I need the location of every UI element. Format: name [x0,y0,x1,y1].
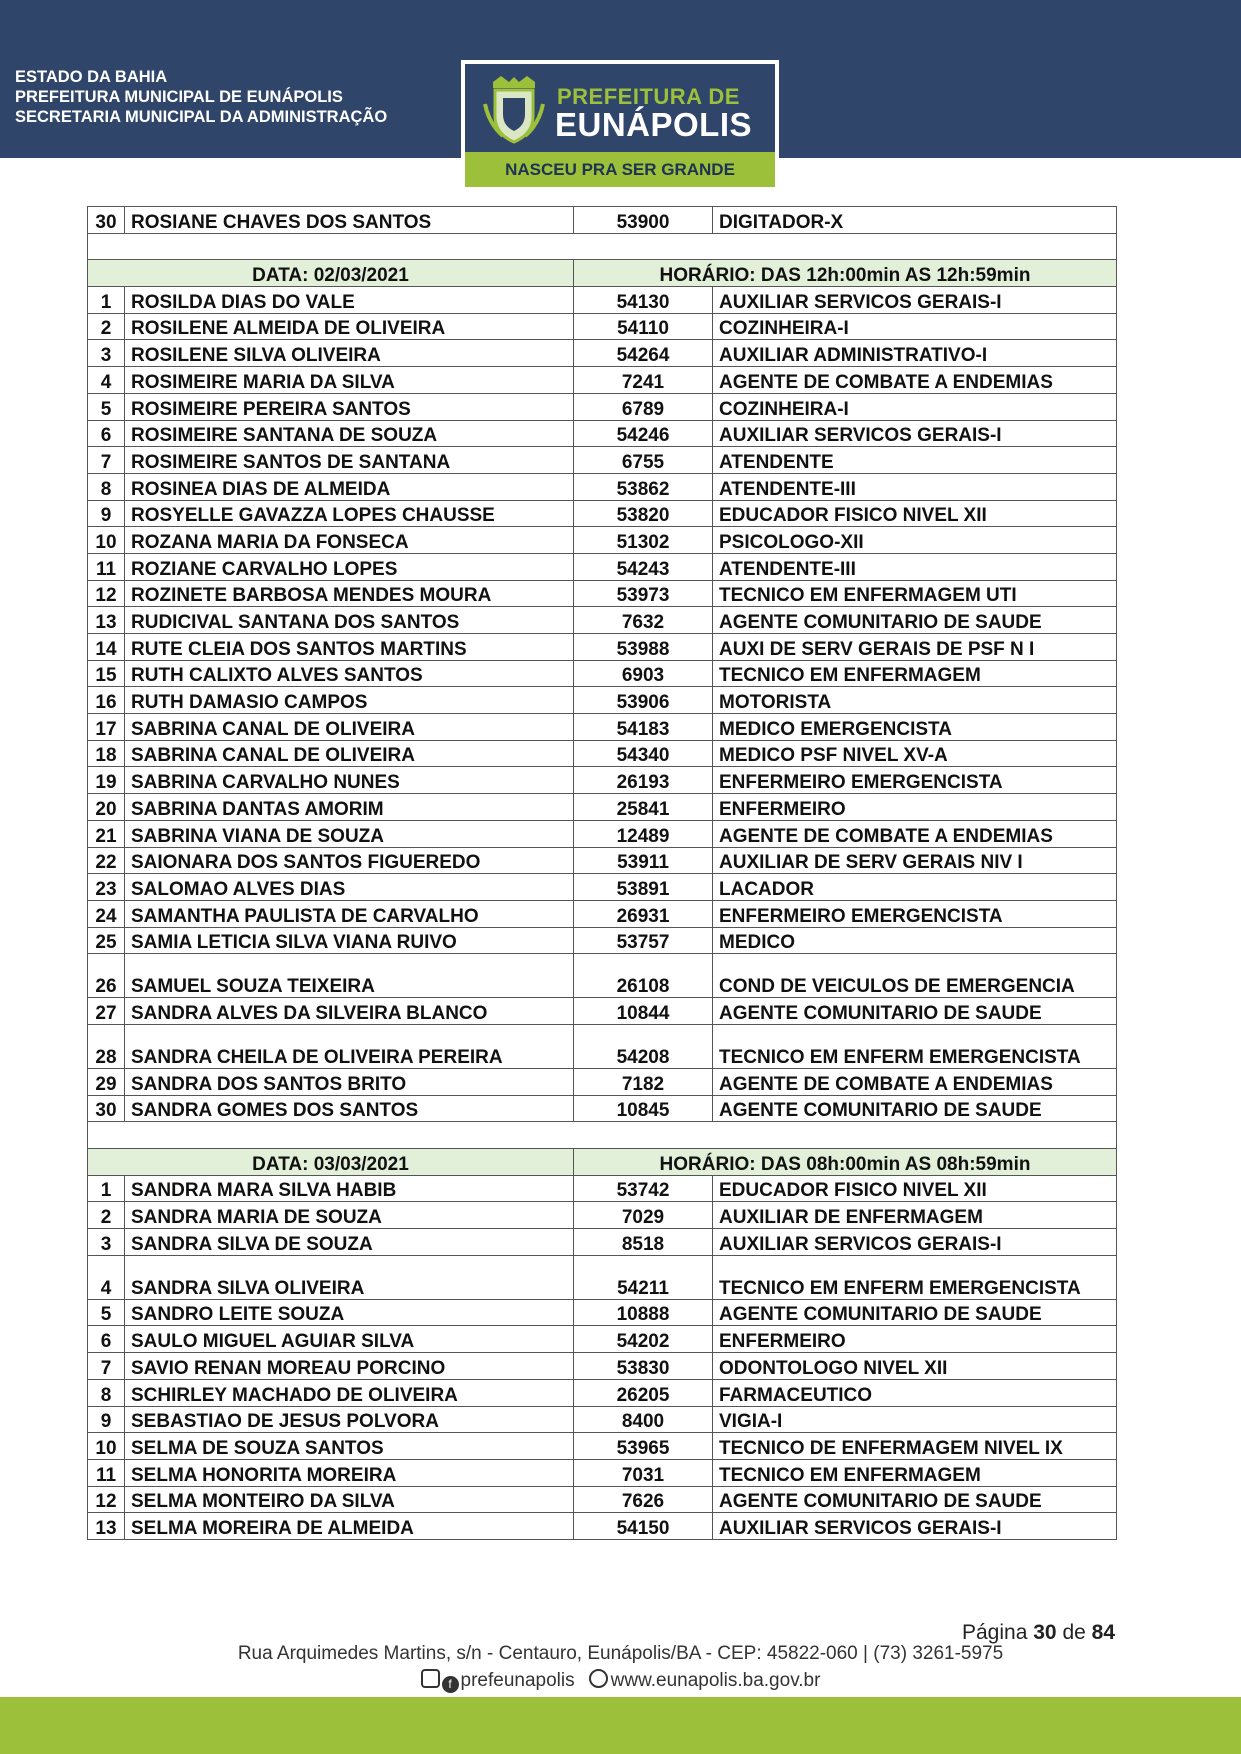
row-role: EDUCADOR FISICO NIVEL XII [713,500,1117,527]
row-role: AUXILIAR ADMINISTRATIVO-I [713,340,1117,367]
table-row [88,313,1117,340]
row-role: ATENDENTE-III [713,473,1117,500]
row-role: FARMACEUTICO [713,1379,1117,1406]
row-name: SABRINA CANAL DE OLIVEIRA [125,740,574,767]
row-name: ROSIANE CHAVES DOS SANTOS [125,207,574,234]
row-number: 12 [88,580,125,607]
row-registration: 7626 [574,1486,713,1513]
table-row [88,1513,1117,1540]
row-role: AUXI DE SERV GERAIS DE PSF N I [713,634,1117,661]
row-number: 11 [88,1459,125,1486]
table-row [88,607,1117,634]
row-name: RUDICIVAL SANTANA DOS SANTOS [125,607,574,634]
spacer-row [88,233,1117,260]
row-registration: 6903 [574,660,713,687]
row-role: AUXILIAR DE ENFERMAGEM [713,1202,1117,1229]
row-registration: 53742 [574,1175,713,1202]
row-registration: 12489 [574,820,713,847]
row-name: SANDRA SILVA OLIVEIRA [125,1255,574,1299]
row-registration: 26108 [574,954,713,998]
row-number: 25 [88,927,125,954]
row-role: TECNICO EM ENFERMAGEM [713,660,1117,687]
table-row [88,1353,1117,1380]
row-name: SANDRA GOMES DOS SANTOS [125,1095,574,1122]
row-name: RUTH CALIXTO ALVES SANTOS [125,660,574,687]
row-name: SAVIO RENAN MOREAU PORCINO [125,1353,574,1380]
table-row [88,1068,1117,1095]
row-number: 14 [88,634,125,661]
page-total: 84 [1091,1621,1115,1644]
row-registration: 26193 [574,767,713,794]
row-name: SELMA DE SOUZA SANTOS [125,1433,574,1460]
row-role: TECNICO EM ENFERM EMERGENCISTA [713,1255,1117,1299]
table-row [88,393,1117,420]
row-registration: 54183 [574,714,713,741]
row-registration: 51302 [574,527,713,554]
table-row [88,687,1117,714]
row-name: SABRINA VIANA DE SOUZA [125,820,574,847]
row-role: ENFERMEIRO EMERGENCISTA [713,900,1117,927]
row-role: MEDICO EMERGENCISTA [713,714,1117,741]
row-registration: 8518 [574,1229,713,1256]
table-row [88,340,1117,367]
row-name: SABRINA DANTAS AMORIM [125,794,574,821]
row-name: SELMA MOREIRA DE ALMEIDA [125,1513,574,1540]
row-name: ROSILENE ALMEIDA DE OLIVEIRA [125,313,574,340]
table-row [88,1406,1117,1433]
row-name: SCHIRLEY MACHADO DE OLIVEIRA [125,1379,574,1406]
row-name: ROSINEA DIAS DE ALMEIDA [125,473,574,500]
row-registration: 53862 [574,473,713,500]
row-role: COND DE VEICULOS DE EMERGENCIA [713,954,1117,998]
table-row [88,954,1117,998]
row-role: ENFERMEIRO [713,1326,1117,1353]
row-role: DIGITADOR-X [713,207,1117,234]
row-registration: 54202 [574,1326,713,1353]
row-registration: 7241 [574,367,713,394]
row-name: ROSYELLE GAVAZZA LOPES CHAUSSE [125,500,574,527]
row-registration: 53820 [574,500,713,527]
globe-icon [589,1669,608,1688]
section-date: DATA: 02/03/2021 [88,260,574,287]
row-role: MEDICO PSF NIVEL XV-A [713,740,1117,767]
table-row [88,473,1117,500]
row-number: 21 [88,820,125,847]
row-name: SELMA HONORITA MOREIRA [125,1459,574,1486]
row-registration: 7031 [574,1459,713,1486]
table-row [88,927,1117,954]
row-number: 1 [88,287,125,314]
row-number: 26 [88,954,125,998]
website-link[interactable]: www.eunapolis.ba.gov.br [610,1670,821,1691]
row-role: COZINHEIRA-I [713,393,1117,420]
row-role: MEDICO [713,927,1117,954]
row-number: 9 [88,500,125,527]
row-role: AGENTE DE COMBATE A ENDEMIAS [713,820,1117,847]
row-role: AGENTE COMUNITARIO DE SAUDE [713,1299,1117,1326]
row-number: 10 [88,527,125,554]
table-row [88,1299,1117,1326]
row-number: 20 [88,794,125,821]
row-role: AUXILIAR DE SERV GERAIS NIV I [713,847,1117,874]
row-registration: 54208 [574,1024,713,1068]
row-registration: 53900 [574,207,713,234]
table-row [88,634,1117,661]
prefeitura-logo [461,60,779,191]
row-role: ATENDENTE-III [713,553,1117,580]
row-registration: 54243 [574,553,713,580]
page-label: Página [962,1621,1028,1644]
section-header-row [88,1149,1117,1176]
row-number: 27 [88,998,125,1025]
row-registration: 54150 [574,1513,713,1540]
section-header-row [88,260,1117,287]
row-name: SAMANTHA PAULISTA DE CARVALHO [125,900,574,927]
row-role: TECNICO EM ENFERMAGEM [713,1459,1117,1486]
row-number: 6 [88,1326,125,1353]
row-number: 13 [88,607,125,634]
table-row [88,447,1117,474]
table-row [88,900,1117,927]
section-time: HORÁRIO: DAS 08h:00min AS 08h:59min [574,1149,1117,1176]
row-registration: 54340 [574,740,713,767]
row-name: SANDRA SILVA DE SOUZA [125,1229,574,1256]
header-line-city-hall: PREFEITURA MUNICIPAL DE EUNÁPOLIS [15,88,343,106]
crest-icon [483,74,545,146]
row-name: SANDRA CHEILA DE OLIVEIRA PEREIRA [125,1024,574,1068]
header-line-state: ESTADO DA BAHIA [15,68,168,86]
row-number: 29 [88,1068,125,1095]
table-row [88,847,1117,874]
row-registration: 53830 [574,1353,713,1380]
logo-title-small: PREFEITURA DE [557,84,740,109]
row-number: 6 [88,420,125,447]
row-name: SANDRA ALVES DA SILVEIRA BLANCO [125,998,574,1025]
row-registration: 53988 [574,634,713,661]
row-name: SELMA MONTEIRO DA SILVA [125,1486,574,1513]
row-number: 15 [88,660,125,687]
row-registration: 53891 [574,874,713,901]
row-role: COZINHEIRA-I [713,313,1117,340]
row-name: ROSILENE SILVA OLIVEIRA [125,340,574,367]
row-number: 23 [88,874,125,901]
row-registration: 7182 [574,1068,713,1095]
row-role: VIGIA-I [713,1406,1117,1433]
row-number: 8 [88,473,125,500]
row-role: ATENDENTE [713,447,1117,474]
row-name: SANDRO LEITE SOUZA [125,1299,574,1326]
row-number: 30 [88,1095,125,1122]
table-row [88,794,1117,821]
table-row [88,1255,1117,1299]
spacer-row [88,1122,1117,1149]
table-row [88,1202,1117,1229]
row-role: LACADOR [713,874,1117,901]
row-role: AGENTE COMUNITARIO DE SAUDE [713,998,1117,1025]
row-registration: 53965 [574,1433,713,1460]
table-row [88,1095,1117,1122]
row-name: RUTE CLEIA DOS SANTOS MARTINS [125,634,574,661]
row-registration: 54211 [574,1255,713,1299]
row-number: 1 [88,1175,125,1202]
row-name: RUTH DAMASIO CAMPOS [125,687,574,714]
row-name: ROSILDA DIAS DO VALE [125,287,574,314]
row-role: EDUCADOR FISICO NIVEL XII [713,1175,1117,1202]
row-number: 3 [88,1229,125,1256]
table-row [88,500,1117,527]
row-number: 4 [88,367,125,394]
section-time: HORÁRIO: DAS 12h:00min AS 12h:59min [574,260,1117,287]
row-number: 5 [88,1299,125,1326]
row-registration: 54110 [574,313,713,340]
row-name: SAMIA LETICIA SILVA VIANA RUIVO [125,927,574,954]
table-row [88,1433,1117,1460]
row-role: ENFERMEIRO EMERGENCISTA [713,767,1117,794]
row-name: SAMUEL SOUZA TEIXEIRA [125,954,574,998]
row-number: 3 [88,340,125,367]
footer-bar [0,1697,1241,1754]
row-registration: 53906 [574,687,713,714]
table-row [88,767,1117,794]
row-number: 10 [88,1433,125,1460]
row-name: ROSIMEIRE SANTANA DE SOUZA [125,420,574,447]
row-registration: 6755 [574,447,713,474]
row-role: AUXILIAR SERVICOS GERAIS-I [713,287,1117,314]
row-name: ROZIANE CARVALHO LOPES [125,553,574,580]
row-name: SANDRA MARIA DE SOUZA [125,1202,574,1229]
row-role: AGENTE COMUNITARIO DE SAUDE [713,607,1117,634]
row-name: SALOMAO ALVES DIAS [125,874,574,901]
page-current: 30 [1033,1621,1057,1644]
row-registration: 26205 [574,1379,713,1406]
row-number: 8 [88,1379,125,1406]
table-row [88,420,1117,447]
facebook-icon: f [442,1676,459,1693]
row-number: 30 [88,207,125,234]
row-name: ROSIMEIRE MARIA DA SILVA [125,367,574,394]
table-row [88,1175,1117,1202]
logo-slogan: NASCEU PRA SER GRANDE [465,152,775,187]
table-row [88,580,1117,607]
row-name: SABRINA CARVALHO NUNES [125,767,574,794]
row-role: AUXILIAR SERVICOS GERAIS-I [713,420,1117,447]
row-name: ROSIMEIRE PEREIRA SANTOS [125,393,574,420]
table-row [88,1024,1117,1068]
row-registration: 7029 [574,1202,713,1229]
row-number: 16 [88,687,125,714]
row-number: 28 [88,1024,125,1068]
row-number: 7 [88,1353,125,1380]
table-row [88,207,1117,234]
row-role: ODONTOLOGO NIVEL XII [713,1353,1117,1380]
logo-title-large: EUNÁPOLIS [555,106,753,143]
table-row [88,660,1117,687]
row-number: 19 [88,767,125,794]
row-name: SAULO MIGUEL AGUIAR SILVA [125,1326,574,1353]
row-registration: 7632 [574,607,713,634]
table-row [88,1459,1117,1486]
header-text-block [15,67,387,127]
footer-social [0,1669,1241,1693]
table-row [88,287,1117,314]
row-registration: 25841 [574,794,713,821]
header-line-secretariat: SECRETARIA MUNICIPAL DA ADMINISTRAÇÃO [15,108,388,126]
row-number: 2 [88,313,125,340]
row-role: AGENTE DE COMBATE A ENDEMIAS [713,367,1117,394]
row-role: AGENTE DE COMBATE A ENDEMIAS [713,1068,1117,1095]
row-registration: 10845 [574,1095,713,1122]
row-name: SABRINA CANAL DE OLIVEIRA [125,714,574,741]
table-row [88,1379,1117,1406]
row-number: 9 [88,1406,125,1433]
row-number: 2 [88,1202,125,1229]
table-row [88,1326,1117,1353]
row-number: 4 [88,1255,125,1299]
row-number: 5 [88,393,125,420]
table-row [88,553,1117,580]
table-row [88,1486,1117,1513]
row-role: AUXILIAR SERVICOS GERAIS-I [713,1513,1117,1540]
row-name: SANDRA DOS SANTOS BRITO [125,1068,574,1095]
table-row [88,367,1117,394]
row-role: AGENTE COMUNITARIO DE SAUDE [713,1486,1117,1513]
table-row [88,527,1117,554]
row-name: ROZINETE BARBOSA MENDES MOURA [125,580,574,607]
instagram-icon [421,1669,440,1688]
row-role: ENFERMEIRO [713,794,1117,821]
row-role: MOTORISTA [713,687,1117,714]
page-of: de [1062,1621,1086,1644]
row-name: SAIONARA DOS SANTOS FIGUEREDO [125,847,574,874]
row-number: 12 [88,1486,125,1513]
row-registration: 54264 [574,340,713,367]
roster-table [87,206,1117,1540]
footer-address: Rua Arquimedes Martins, s/n - Centauro, Eunápolis/BA - CEP: 45822-060 | (73) 3261-5975 [237,1643,1004,1664]
row-number: 24 [88,900,125,927]
row-registration: 53911 [574,847,713,874]
row-name: ROSIMEIRE SANTOS DE SANTANA [125,447,574,474]
row-role: AUXILIAR SERVICOS GERAIS-I [713,1229,1117,1256]
page-indicator [962,1621,1115,1645]
row-number: 17 [88,714,125,741]
row-registration: 10844 [574,998,713,1025]
table-row [88,714,1117,741]
row-name: SANDRA MARA SILVA HABIB [125,1175,574,1202]
row-registration: 54246 [574,420,713,447]
row-registration: 54130 [574,287,713,314]
social-handle[interactable]: prefeunapolis [460,1670,575,1691]
section-date: DATA: 03/03/2021 [88,1149,574,1176]
row-role: TECNICO DE ENFERMAGEM NIVEL IX [713,1433,1117,1460]
row-number: 7 [88,447,125,474]
row-registration: 8400 [574,1406,713,1433]
table-row [88,740,1117,767]
row-number: 22 [88,847,125,874]
row-registration: 6789 [574,393,713,420]
row-role: PSICOLOGO-XII [713,527,1117,554]
table-row [88,1229,1117,1256]
row-number: 11 [88,553,125,580]
row-registration: 53757 [574,927,713,954]
row-role: TECNICO EM ENFERMAGEM UTI [713,580,1117,607]
row-number: 13 [88,1513,125,1540]
row-registration: 53973 [574,580,713,607]
table-row [88,874,1117,901]
row-number: 18 [88,740,125,767]
row-role: AGENTE COMUNITARIO DE SAUDE [713,1095,1117,1122]
row-registration: 26931 [574,900,713,927]
row-registration: 10888 [574,1299,713,1326]
row-role: TECNICO EM ENFERM EMERGENCISTA [713,1024,1117,1068]
row-name: ROZANA MARIA DA FONSECA [125,527,574,554]
table-row [88,820,1117,847]
table-row [88,998,1117,1025]
row-name: SEBASTIAO DE JESUS POLVORA [125,1406,574,1433]
